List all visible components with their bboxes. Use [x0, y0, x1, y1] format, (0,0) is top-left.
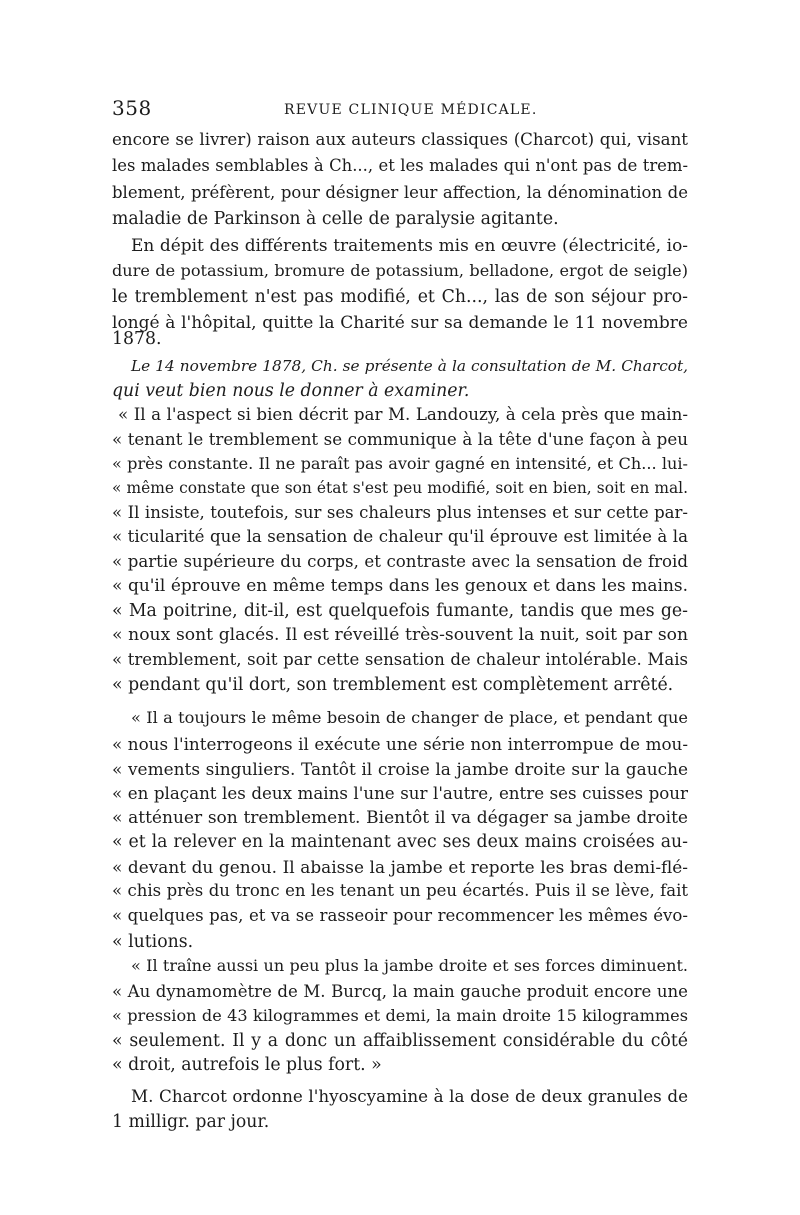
page-number: 358 [112, 96, 152, 120]
text-line: « Il insiste, toutefois, sur ses chaleurs plus intenses et sur cette par- [112, 503, 688, 522]
text-line: « partie supérieure du corps, et contraste avec la sensation de froid [112, 552, 688, 571]
page-header [112, 96, 690, 122]
text-line: « droit, autrefois le plus fort. » [112, 1055, 382, 1075]
text-line: « seulement. Il y a donc un affaiblissement considérable du côté [112, 1031, 688, 1051]
text-line: « pression de 43 kilogrammes et demi, la main droite 15 kilogrammes [112, 1006, 688, 1025]
text-line: « Il a l'aspect si bien décrit par M. Landouzy, à cela près que main- [118, 405, 688, 424]
text-line: qui veut bien nous le donner à examiner. [112, 381, 470, 401]
text-line: « Au dynamomètre de M. Burcq, la main gauche produit encore une [112, 982, 688, 1001]
text-line: « Il traîne aussi un peu plus la jambe droite et ses forces diminuent. [131, 956, 688, 975]
text-line: « même constate que son état s'est peu modifié, soit en bien, soit en mal. [112, 479, 688, 497]
text-line: encore se livrer) raison aux auteurs classiques (Charcot) qui, visant [112, 130, 688, 149]
text-line: « lutions. [112, 932, 194, 952]
text-line: les malades semblables à Ch..., et les malades qui n'ont pas de trem- [112, 156, 688, 175]
text-line: « en plaçant les deux mains l'une sur l'autre, entre ses cuisses pour [112, 784, 688, 803]
text-line: « qu'il éprouve en même temps dans les genoux et dans les mains. [112, 576, 688, 596]
text-line: maladie de Parkinson à celle de paralysie agitante. [112, 209, 559, 229]
text-line: 1878. [112, 329, 162, 349]
text-line: « atténuer son tremblement. Bientôt il va dégager sa jambe droite [112, 808, 688, 828]
text-line: dure de potassium, bromure de potassium, belladone, ergot de seigle) [112, 261, 688, 280]
text-line: « chis près du tronc en les tenant un peu écartés. Puis il se lève, fait [112, 881, 688, 900]
text-line: « Il a toujours le même besoin de changer de place, et pendant que [131, 708, 688, 727]
text-line: « près constante. Il ne paraît pas avoir gagné en intensité, et Ch... lui- [112, 454, 688, 473]
text-line: « quelques pas, et va se rasseoir pour recommencer les mêmes évo- [112, 906, 688, 925]
text-line: « nous l'interrogeons il exécute une série non interrompue de mou- [112, 734, 688, 754]
text-line: « vements singuliers. Tantôt il croise la jambe droite sur la gauche [112, 759, 688, 779]
text-line: le tremblement n'est pas modifié, et Ch..., las de son séjour pro- [112, 287, 688, 307]
text-line: « et la relever en la maintenant avec ses deux mains croisées au- [112, 832, 688, 852]
text-line: 1 milligr. par jour. [112, 1112, 270, 1132]
text-line: « pendant qu'il dort, son tremblement est complètement arrêté. [112, 675, 674, 695]
text-line: M. Charcot ordonne l'hyoscyamine à la dose de deux granules de [131, 1086, 688, 1106]
text-line: longé à l'hôpital, quitte la Charité sur sa demande le 11 novembre [112, 313, 688, 333]
text-line: « Ma poitrine, dit-il, est quelquefois fumante, tandis que mes ge- [112, 601, 688, 621]
text-line: blement, préfèrent, pour désigner leur affection, la dénomination de [112, 183, 688, 202]
text-line: En dépit des différents traitements mis en œuvre (électricité, io- [131, 235, 688, 255]
text-line: « tremblement, soit par cette sensation de chaleur intolérable. Mais [112, 650, 688, 669]
text-line: « ticularité que la sensation de chaleur qu'il éprouve est limitée à la [112, 527, 688, 546]
text-line: Le 14 novembre 1878, Ch. se présente à la consultation de M. Charcot, [131, 357, 688, 375]
text-line: « tenant le tremblement se communique à la tête d'une façon à peu [112, 430, 688, 449]
text-line: « devant du genou. Il abaisse la jambe et reporte les bras demi-flé- [112, 857, 688, 877]
running-head: REVUE CLINIQUE MÉDICALE. [284, 102, 538, 118]
text-line: « noux sont glacés. Il est réveillé très-souvent la nuit, soit par son [112, 625, 688, 645]
